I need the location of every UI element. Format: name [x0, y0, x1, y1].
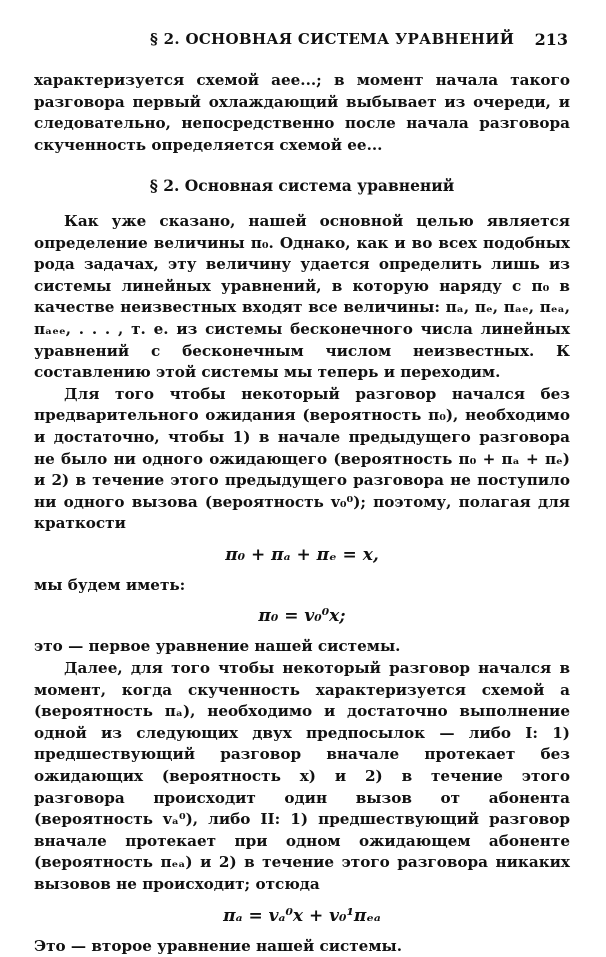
- text-second-equation: Это — второе уравнение нашей системы.: [34, 936, 403, 955]
- paragraph-condition: Для того чтобы некоторый разговор начался без предварительного ожидания (вероятность π₀), необходимо и достаточно, чтобы 1) в начале предыдущего разговора не было ни одного ожидающего (вероятность π₀ + πₐ + πₑ) и 2) в течение этого предыдущего разговора не поступило ни одного вызова (вероятность v₀⁰); поэтому, полагая для краткости: [34, 384, 570, 533]
- running-header: [0, 30, 606, 54]
- paragraph-intro: Как уже сказано, нашей основной целью является определение величины π₀. Однако, как и во всех подобных рода задачах, эту величину удается определить лишь из системы линейных уравнений, в которую наряду с π₀ в качестве неизвестных входят все величины: πₐ, πₑ, πₐₑ, πₑₐ, πₐₑₑ, . . . , т. е. из системы бесконечного числа линейных уравнений с бесконечным числом неизвестных. К составлению этой системы мы теперь и переходим.: [34, 211, 570, 382]
- section-heading: § 2. Основная система уравнений: [149, 176, 455, 196]
- page-number: 213: [534, 30, 568, 49]
- paragraph-continuation: характеризуется схемой aee...; в момент начала такого разговора первый охлаждающий выбывает из очереди, и следовательно, непосредственно после начала разговора скученность определяется схемой ee...: [34, 71, 570, 154]
- page-body: [34, 70, 570, 957]
- formula-second-equation: πₐ = vₐ⁰x + v₀¹πₑₐ: [223, 905, 381, 926]
- text-we-have: мы будем иметь:: [34, 575, 186, 594]
- formula-first-equation: π₀ = v₀⁰x;: [258, 606, 346, 627]
- header-title: § 2. ОСНОВНАЯ СИСТЕМА УРАВНЕНИЙ: [150, 30, 515, 48]
- text-first-equation: это — первое уравнение нашей системы.: [34, 637, 401, 656]
- formula-definition-x: π₀ + πₐ + πₑ = x,: [225, 544, 379, 565]
- paragraph-further: Далее, для того чтобы некоторый разговор начался в момент, когда скученность характеризуется схемой a (вероятность πₐ), необходимо и достаточно выполнение одной из следующих двух предпосылок — либо I: 1) предшествующий разговор вначале протекает без ожидающих (вероятность x) и 2) в течение этого разговора происходит один вызов от абонента (вероятность vₐ⁰), либо II: 1) предшествующий разговор вначале протекает при одном ожидающем абоненте (вероятность πₑₐ) и 2) в течение этого разговора никаких вызовов не происходит; отсюда: [34, 659, 570, 893]
